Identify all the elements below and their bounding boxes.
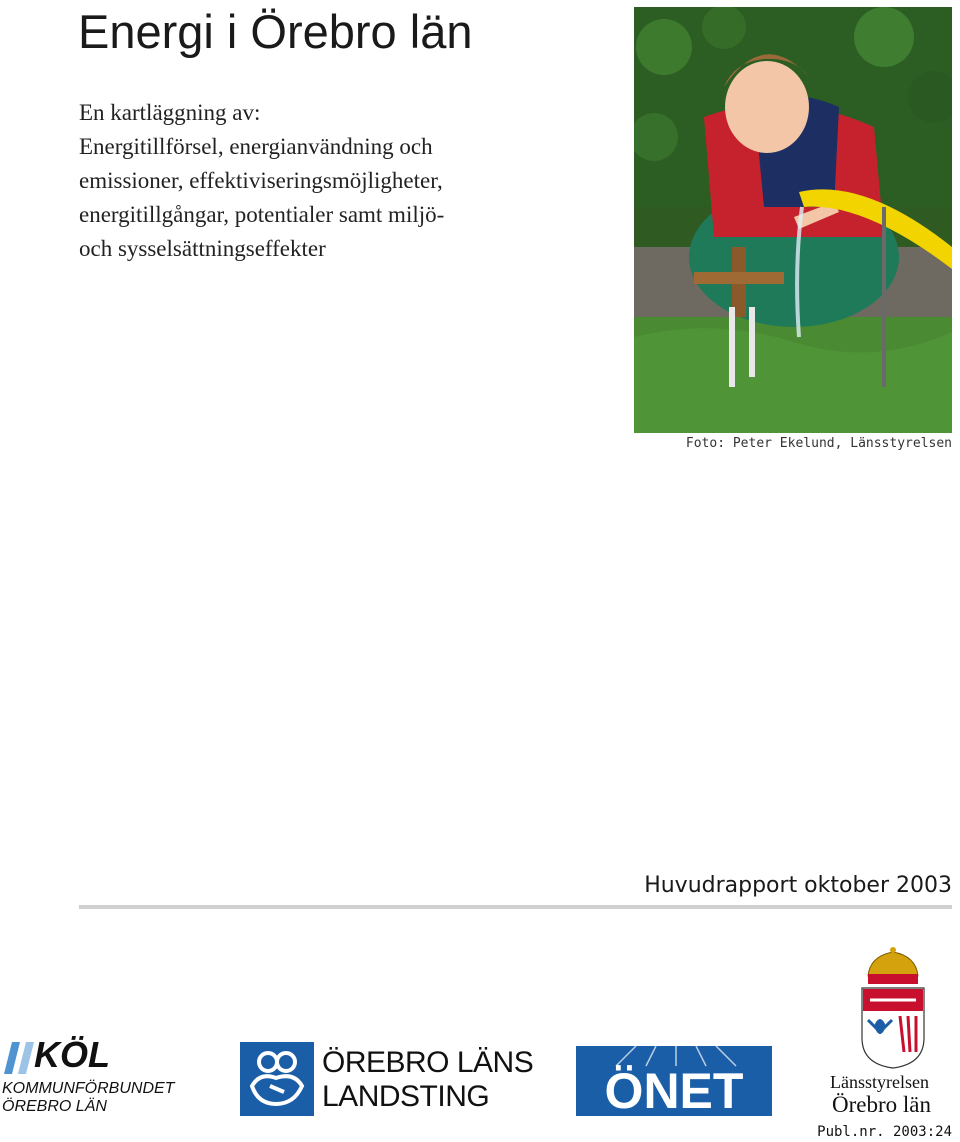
landsting-logo	[240, 1042, 540, 1118]
landsting-emblem-icon	[240, 1042, 314, 1116]
subtitle-line: och sysselsättningseffekter	[79, 236, 326, 261]
landsting-line2: LANDSTING	[322, 1080, 490, 1113]
subtitle-line: En kartläggning av:	[79, 100, 261, 125]
onet-logo	[576, 1046, 772, 1116]
kol-slash-icon	[4, 1040, 36, 1076]
cover-photo-illustration	[634, 7, 952, 433]
subtitle-line: emissioner, effektiviseringsmöjligheter,	[79, 168, 443, 193]
photo-credit: Foto: Peter Ekelund, Länsstyrelsen	[685, 436, 952, 451]
kol-logo	[0, 1034, 200, 1118]
publication-number: Publ.nr. 2003:24	[817, 1124, 952, 1140]
coat-of-arms-icon	[860, 946, 926, 1070]
lansstyrelsen-line1: Länsstyrelsen	[830, 1072, 929, 1092]
kol-wordmark: KÖL	[34, 1034, 110, 1075]
lansstyrelsen-logo	[826, 946, 960, 1142]
kol-line2: ÖREBRO LÄN	[2, 1098, 107, 1115]
subtitle-line: Energitillförsel, energianvändning och	[79, 134, 433, 159]
document-title: Energi i Örebro län	[78, 5, 473, 58]
kol-line1: KOMMUNFÖRBUNDET	[2, 1080, 175, 1097]
cover-photo	[634, 7, 952, 433]
divider-rule	[79, 905, 952, 909]
document-subtitle	[79, 96, 599, 266]
lansstyrelsen-line2: Örebro län	[832, 1092, 931, 1117]
report-title: Huvudrapport oktober 2003	[644, 873, 952, 898]
landsting-line1: ÖREBRO LÄNS	[322, 1046, 534, 1079]
subtitle-line: energitillgångar, potentialer samt miljö-	[79, 202, 445, 227]
onet-wordmark: ÖNET	[604, 1063, 744, 1116]
